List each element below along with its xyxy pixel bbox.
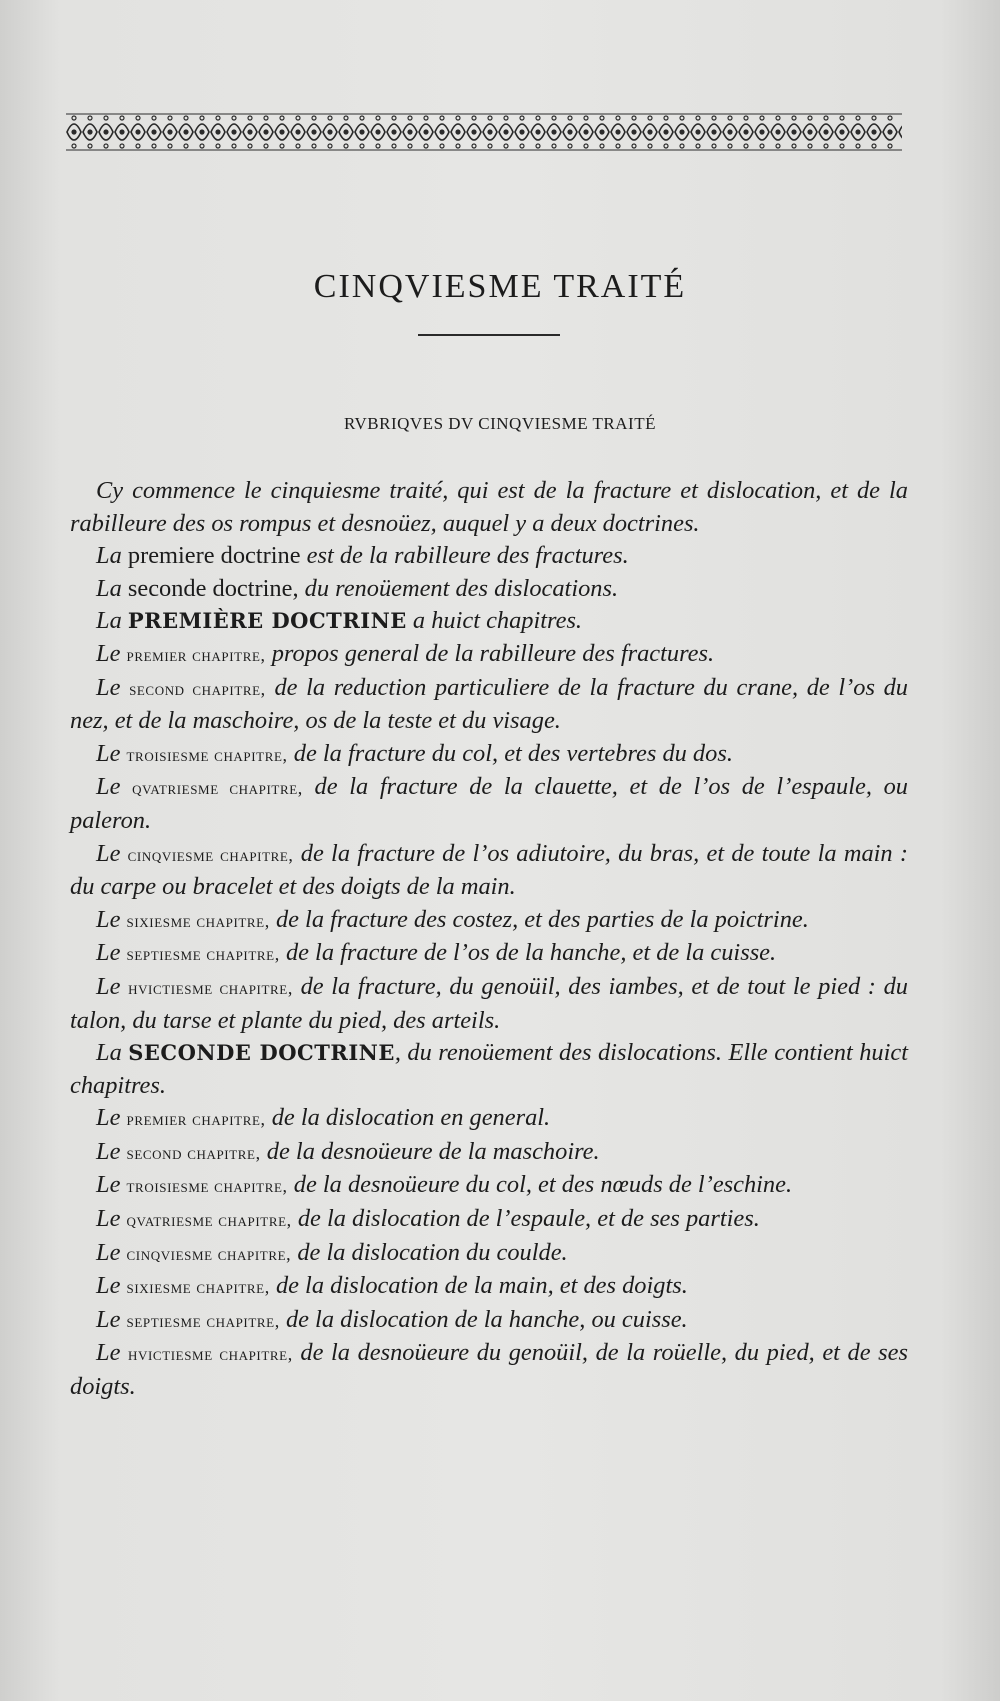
rubric-list [70, 475, 908, 1404]
doctrine-1-heading: La PREMIÈRE DOCTRINE a huict chapitres. [96, 607, 583, 635]
chapter-item: Le qvatriesme chapitre, de la fracture de la clauette, et de l’os de l’espaule, ou paleron. [70, 773, 908, 834]
chapter-item: Le cinqviesme chapitre, de la dislocation du coulde. [96, 1238, 568, 1266]
title-rule [418, 334, 560, 336]
chapter-item: Le qvatriesme chapitre, de la dislocation de l’espaule, et de ses parties. [96, 1205, 760, 1233]
doctrine-summary-1: La premiere doctrine est de la rabilleure des fractures. [96, 542, 629, 570]
chapter-item: Le second chapitre, de la reduction particuliere de la fracture du crane, de l’os du nez, et de la maschoire, os de la teste et du visage. [70, 673, 909, 735]
chapter-item: Le sixiesme chapitre, de la dislocation de la main, et des doigts. [96, 1272, 688, 1300]
chapter-item: Le septiesme chapitre, de la dislocation de la hanche, ou cuisse. [96, 1305, 688, 1333]
chapter-item: Le second chapitre, de la desnoüeure de la maschoire. [96, 1137, 600, 1165]
chapter-item: Le troisiesme chapitre, de la fracture du col, et des vertebres du dos. [96, 739, 733, 767]
doctrine-2-heading: La SECONDE DOCTRINE, du renoüement des dislocations. Elle contient huict chapitres. [70, 1039, 908, 1099]
doctrine-summary-2: La seconde doctrine, du renoüement des dislocations. [96, 574, 619, 602]
chapter-item: Le cinqviesme chapitre, de la fracture de l’os adiutoire, du bras, et de toute la main : du carpe ou bracelet et des doigts de la main. [70, 839, 908, 901]
page-title: CINQVIESME TRAITÉ [313, 268, 687, 305]
chapter-item: Le hvictiesme chapitre, de la fracture, du genoüil, des iambes, et de tout le pied : du talon, du tarse et plante du pied, des arteils. [70, 972, 908, 1034]
chapter-item: Le hvictiesme chapitre, de la desnoüeure du genoüil, de la roüelle, du pied, et de ses doigts. [70, 1339, 908, 1401]
chapter-item: Le septiesme chapitre, de la fracture de l’os de la hanche, et de la cuisse. [96, 939, 777, 967]
chapter-item: Le premier chapitre, de la dislocation en general. [96, 1104, 551, 1132]
ornament-border [66, 112, 902, 152]
chapter-item: Le premier chapitre, propos general de la rabilleure des fractures. [96, 639, 715, 667]
subtitle: RVBRIQVES DV CINQVIESME TRAITÉ [344, 414, 656, 433]
chapter-item: Le troisiesme chapitre, de la desnoüeure du col, et des nœuds de l’eschine. [96, 1171, 793, 1199]
chapter-item: Le sixiesme chapitre, de la fracture des costez, et des parties de la poictrine. [96, 905, 809, 933]
intro-paragraph: Cy commence le cinquiesme traité, qui est de la fracture et dislocation, et de la rabilleure des os rompus et desnoüez, auquel y a deux doctrines. [70, 477, 908, 537]
